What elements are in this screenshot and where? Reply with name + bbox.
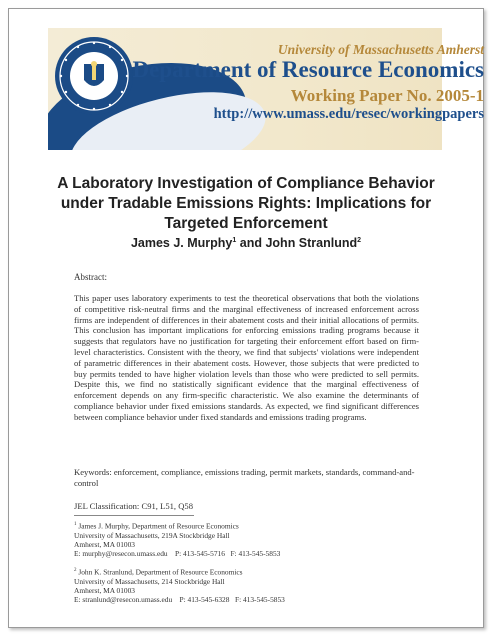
footnote-address: University of Massachusetts, 214 Stockbridge Hall bbox=[74, 576, 225, 586]
footnote-city: Amherst, MA 01003 bbox=[74, 539, 135, 549]
footnote-divider bbox=[74, 515, 194, 516]
footnote-mark-2: 2 bbox=[357, 236, 362, 244]
paper-title: A Laboratory Investigation of Compliance Behavior under Tradable Emissions Rights: Implications for Targeted Enforcement bbox=[57, 175, 435, 232]
keywords: Keywords: enforcement, compliance, emissions trading, permit markets, standards, command-and-control bbox=[74, 467, 415, 488]
footnote-line bbox=[74, 520, 424, 531]
footnote-line bbox=[74, 566, 424, 577]
abstract-label: Abstract: bbox=[74, 272, 107, 282]
massachusetts-seal-icon bbox=[54, 36, 134, 116]
author-separator: and bbox=[236, 236, 266, 250]
abstract-text: This paper uses laboratory experiments to test the theoretical observations that both the violations of competitive risk-neutral firms and the marginal effectiveness of increased enforcement across firms are independent of differences in their abatement costs and their initial allocations of permits. This conclusion has important implications for enforcing emissions trading programs because it suggests that regulators have no justification for targeting their enforcement effort based on firm-level characteristics. Consistent with the theory, we find that subjects' violations were independent of parametric differences in their abatement costs. However, those subjects that were predicted to buy permits tended to have higher violation levels than those who were predicted to sell permits. Despite this, we find no statistically significant evidence that the marginal effectiveness of enforcement depends on any firm-specific characteristic. We also examine the determinants of compliance behavior under fixed emissions standards. As expected, we find significant differences between compliance behavior under fixed standards and emissions trading programs. bbox=[74, 293, 419, 422]
working-paper-number: Working Paper No. 2005-1 bbox=[290, 86, 484, 105]
footnote-name-dept: James J. Murphy, Department of Resource Economics bbox=[78, 521, 239, 531]
jel-classification: JEL Classification: C91, L51, Q58 bbox=[74, 501, 194, 511]
footnote-contact: E: stranlund@resecon.umass.edu P: 413-545-6328 F: 413-545-5853 bbox=[74, 595, 285, 605]
department-name: Department of Resource Economics bbox=[132, 57, 484, 82]
author-stranlund: John Stranlund bbox=[265, 236, 358, 250]
university-name: University of Massachusetts Amherst bbox=[277, 42, 484, 57]
working-papers-url: http://www.umass.edu/resec/workingpapers bbox=[213, 106, 484, 122]
author-line bbox=[40, 236, 452, 250]
footnote-address: University of Massachusetts, 219A Stockbridge Hall bbox=[74, 530, 230, 540]
footnote-mark: 2 bbox=[74, 568, 77, 573]
footnote-mark: 1 bbox=[74, 522, 77, 527]
author-murphy: James J. Murphy bbox=[130, 236, 233, 250]
footnote-stranlund bbox=[74, 566, 424, 604]
footnote-name-dept: John K. Stranlund, Department of Resource Economics bbox=[78, 567, 243, 577]
footnote-murphy bbox=[74, 520, 424, 558]
footnote-mark-1: 1 bbox=[232, 236, 237, 244]
footnote-contact: E: murphy@resecon.umass.edu P: 413-545-5716 F: 413-545-5853 bbox=[74, 549, 281, 559]
footnote-city: Amherst, MA 01003 bbox=[74, 585, 135, 595]
